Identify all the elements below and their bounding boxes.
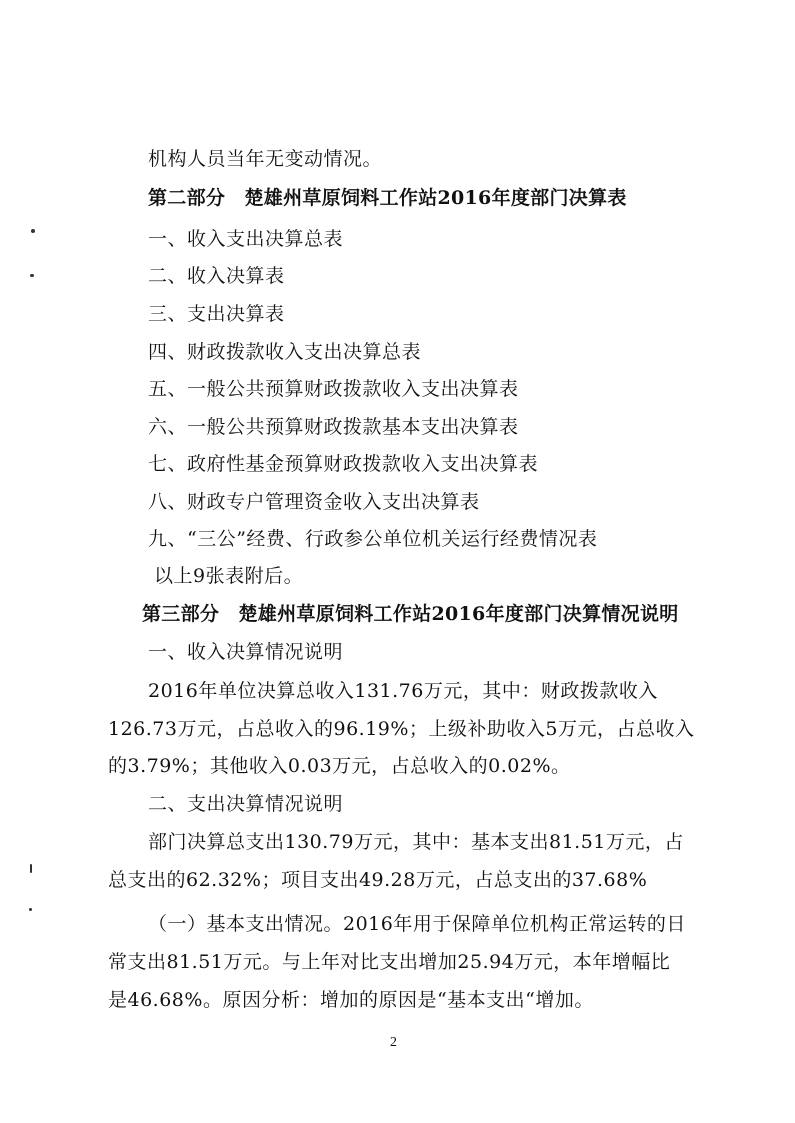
scan-speck [29, 908, 32, 911]
list-item-1: 一、收入支出决算总表 [148, 228, 344, 250]
paragraph-expenditure-line-2: 总支出的62.32%；项目支出49.28万元，占总支出的37.68% [108, 869, 648, 891]
list-item-8: 八、财政专户管理资金收入支出决算表 [148, 491, 480, 513]
section-heading-part-three: 第三部分 楚雄州草原饲料工作站2016年度部门决算情况说明 [142, 603, 679, 625]
list-item-2: 二、收入决算表 [148, 265, 285, 287]
subheading-income: 一、收入决算情况说明 [148, 641, 344, 663]
section-heading-part-two: 第二部分 楚雄州草原饲料工作站2016年度部门决算表 [148, 187, 627, 209]
text-line-1: 机构人员当年无变动情况。 [148, 148, 383, 170]
paragraph-expenditure-line-1: 部门决算总支出130.79万元，其中：基本支出81.51万元，占 [148, 831, 684, 853]
list-item-7: 七、政府性基金预算财政拨款收入支出决算表 [148, 453, 539, 475]
paragraph-basic-line-2: 常支出81.51万元。与上年对比支出增加25.94万元，本年增幅比 [108, 951, 671, 973]
paragraph-basic-line-3: 是46.68%。原因分析：增加的原因是“基本支出“增加。 [108, 989, 594, 1011]
paragraph-income-line-1: 2016年单位决算总收入131.76万元，其中：财政拨款收入 [148, 680, 658, 702]
scan-speck [31, 229, 35, 233]
page-number: 2 [390, 1035, 397, 1050]
list-item-9: 九、“三公”经费、行政参公单位机关运行经费情况表 [148, 528, 598, 550]
list-item-6: 六、一般公共预算财政拨款基本支出决算表 [148, 416, 519, 438]
scan-speck [30, 864, 32, 873]
subheading-expenditure: 二、支出决算情况说明 [148, 793, 344, 815]
paragraph-income-line-3: 的3.79%；其他收入0.03万元，占总收入的0.02%。 [108, 755, 571, 777]
paragraph-income-line-2: 126.73万元，占总收入的96.19%；上级补助收入5万元，占总收入 [108, 718, 695, 740]
paragraph-basic-line-1: （一）基本支出情况。2016年用于保障单位机构正常运转的日 [148, 913, 686, 935]
list-item-4: 四、财政拨款收入支出决算总表 [148, 341, 422, 363]
list-item-5: 五、一般公共预算财政拨款收入支出决算表 [148, 378, 519, 400]
list-item-3: 三、支出决算表 [148, 303, 285, 325]
scan-speck [30, 274, 34, 277]
text-line-attached-note: 以上9张表附后。 [154, 565, 304, 587]
